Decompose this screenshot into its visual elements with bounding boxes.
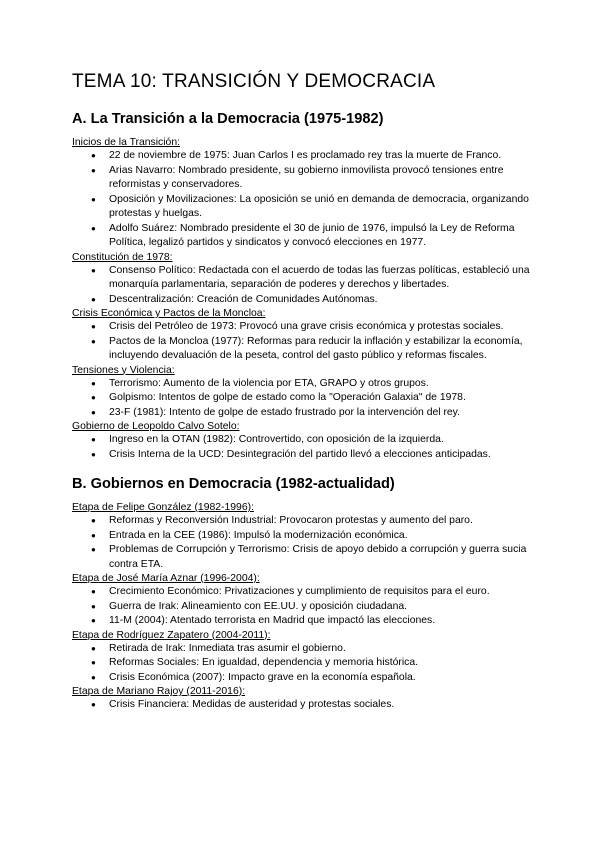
list-item: [72, 377, 542, 392]
bullet-icon: ●: [91, 223, 96, 233]
bullet-list: [72, 377, 542, 421]
document-page: [72, 70, 542, 713]
subsection-title: Inicios de la Transición:: [72, 137, 181, 148]
list-item: [72, 264, 542, 293]
bullet-list: [72, 433, 542, 462]
bullet-list: [72, 514, 542, 572]
list-item: [72, 514, 542, 529]
list-item-text: 22 de noviembre de 1975: Juan Carlos I es proclamado rey tras la muerte de Franco.: [109, 150, 502, 161]
sections-container: [72, 110, 542, 713]
bullet-icon: ●: [91, 393, 96, 402]
list-item-text: Reformas Sociales: En igualdad, dependencia y memoria histórica.: [109, 657, 418, 668]
bullet-list: [72, 264, 542, 308]
list-item-text: Crisis Económica (2007): Impacto grave en la economía española.: [109, 671, 416, 683]
bullet-icon: ●: [91, 294, 96, 304]
subsection-title: Tensiones y Violencia:: [72, 364, 175, 376]
list-item: [72, 448, 542, 463]
section-heading: A. La Transición a la Democracia (1975-1982): [72, 111, 384, 127]
subsection-title: Etapa de Rodríguez Zapatero (2004-2011):: [72, 629, 271, 641]
list-item: [72, 293, 542, 308]
list-item-text: Problemas de Corrupción y Terrorismo: Crisis de apoyo debido a corrupción y guerra sucia contra ETA.: [109, 544, 527, 570]
list-item: [72, 149, 542, 164]
bullet-icon: ●: [91, 322, 96, 331]
list-item: [72, 671, 542, 686]
list-item-text: Reformas y Reconversión Industrial: Provocaron protestas y aumento del paro.: [109, 515, 473, 526]
bullet-icon: ●: [91, 435, 96, 444]
bullet-icon: ●: [91, 587, 96, 596]
section-heading: B. Gobiernos en Democracia (1982-actualidad): [72, 476, 395, 492]
list-item-text: Consenso Político: Redactada con el acuerdo de todas las fuerzas políticas, estableció una monarquía parlamentaria, separación de poderes y derechos y libertades.: [109, 264, 530, 290]
bullet-icon: ●: [91, 530, 96, 540]
list-item: [72, 600, 542, 615]
bullet-icon: ●: [91, 194, 96, 204]
list-item: [72, 656, 542, 671]
bullet-list: [72, 149, 542, 251]
list-item-text: Retirada de Irak: Inmediata tras asumir el gobierno.: [109, 642, 346, 654]
list-item: [72, 335, 542, 364]
bullet-icon: ●: [91, 643, 96, 653]
list-item-text: Crisis del Petróleo de 1973: Provocó una grave crisis económica y protestas sociales.: [109, 321, 504, 332]
list-item-text: Crisis Financiera: Medidas de austeridad y protestas sociales.: [109, 699, 395, 710]
list-item-text: Descentralización: Creación de Comunidades Autónomas.: [109, 293, 378, 305]
list-item: [72, 433, 542, 448]
list-item-text: Entrada en la CEE (1986): Impulsó la modernización económica.: [109, 529, 408, 541]
bullet-icon: ●: [91, 165, 96, 175]
bullet-icon: ●: [91, 336, 96, 346]
bullet-icon: ●: [91, 516, 96, 525]
bullet-icon: ●: [91, 658, 96, 667]
list-item: [72, 543, 542, 572]
list-item-text: Terrorismo: Aumento de la violencia por ETA, GRAPO y otros grupos.: [109, 377, 429, 389]
list-item: [72, 222, 542, 251]
list-item-text: 23-F (1981): Intento de golpe de estado frustrado por la intervención del rey.: [109, 406, 460, 418]
list-item: [72, 642, 542, 657]
bullet-list: [72, 642, 542, 686]
bullet-list: [72, 320, 542, 364]
bullet-icon: ●: [91, 601, 96, 611]
bullet-list: [72, 585, 542, 629]
list-item: [72, 193, 542, 222]
list-item-text: Ingreso en la OTAN (1982): Controvertido, con oposición de la izquierda.: [109, 434, 444, 445]
bullet-icon: ●: [91, 265, 96, 275]
bullet-icon: ●: [91, 151, 96, 160]
list-item-text: Golpismo: Intentos de golpe de estado como la "Operación Galaxia" de 1978.: [109, 392, 466, 403]
list-item: [72, 406, 542, 421]
list-item-text: 11-M (2004): Atentado terrorista en Madrid que impactó las elecciones.: [109, 615, 436, 626]
list-item: [72, 585, 542, 600]
list-item: [72, 391, 542, 406]
list-item: [72, 320, 542, 335]
subsection-title: Gobierno de Leopoldo Calvo Sotelo:: [72, 421, 240, 432]
list-item-text: Crisis Interna de la UCD: Desintegración del partido llevó a elecciones anticipadas.: [109, 448, 491, 460]
list-item-text: Oposición y Movilizaciones: La oposición se unió en demanda de democracia, organizando protestas y huelgas.: [109, 193, 529, 219]
list-item: [72, 164, 542, 193]
subsection-title: Etapa de Mariano Rajoy (2011-2016):: [72, 686, 246, 697]
bullet-icon: ●: [91, 449, 96, 459]
subsection-title: Crisis Económica y Pactos de la Moncloa:: [72, 308, 266, 319]
bullet-icon: ●: [91, 672, 96, 682]
bullet-icon: ●: [91, 545, 96, 554]
list-item-text: Arias Navarro: Nombrado presidente, su gobierno inmovilista provocó tensiones entre reformistas y conservadores.: [109, 164, 504, 190]
subsection-title: Etapa de Felipe González (1982-1996):: [72, 502, 254, 513]
list-item-text: Pactos de la Moncloa (1977): Reformas para reducir la inflación y estabilizar la economía, incluyendo devaluación de la peseta, control del gasto público y reformas fiscales.: [109, 335, 523, 361]
subsection-title: Etapa de José María Aznar (1996-2004):: [72, 573, 260, 584]
subsection-title: Constitución de 1978:: [72, 251, 173, 263]
bullet-icon: ●: [91, 378, 96, 388]
bullet-list: [72, 698, 542, 713]
document-title: TEMA 10: TRANSICIÓN Y DEMOCRACIA: [72, 71, 436, 92]
list-item-text: Crecimiento Económico: Privatizaciones y cumplimiento de requisitos para el euro.: [109, 586, 490, 597]
bullet-icon: ●: [91, 407, 96, 417]
list-item: [72, 698, 542, 713]
list-item: [72, 614, 542, 629]
list-item: [72, 529, 542, 544]
bullet-icon: ●: [91, 700, 96, 709]
list-item-text: Adolfo Suárez: Nombrado presidente el 30 de junio de 1976, impulsó la Ley de Reforma Política, legalizó partidos y sindicatos y convocó elecciones en 1977.: [109, 222, 515, 248]
bullet-icon: ●: [91, 616, 96, 625]
list-item-text: Guerra de Irak: Alineamiento con EE.UU. y oposición ciudadana.: [109, 600, 408, 612]
